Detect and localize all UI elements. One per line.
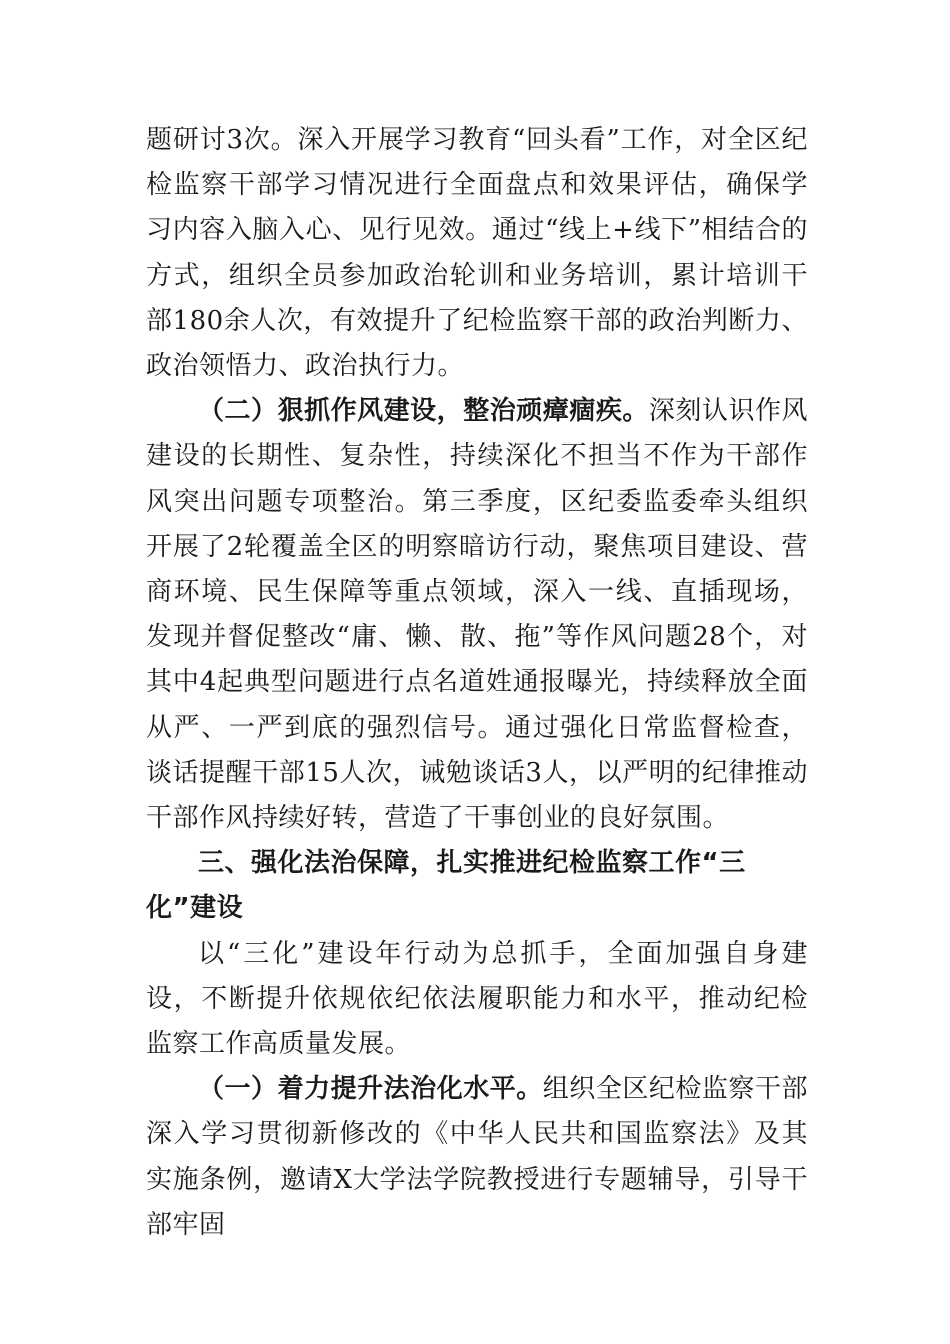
paragraph-rule-of-law [146, 1067, 808, 1248]
document-page [146, 118, 808, 1248]
paragraph-study-summary: 题研讨3次。深入开展学习教育“回头看”工作，对全区纪检监察干部学习情况进行全面盘点和效果评估，确保学习内容入脑入心、见行见效。通过“线上+线下”相结合的方式，组织全员参加政治轮训和业务培训，累计培训干部180余人次，有效提升了纪检监察干部的政治判断力、政治领悟力、政治执行力。 [146, 125, 808, 382]
paragraph-rule-of-law-body: 组织全区纪检监察干部深入学习贯彻新修改的《中华人民共和国监察法》及其实施条例，邀请X大学法学院教授进行专题辅导，引导干部牢固 [146, 1074, 808, 1240]
paragraph-work-style-body: 深刻认识作风建设的长期性、复杂性，持续深化不担当不作为干部作风突出问题专项整治。第三季度，区纪委监委牵头组织开展了2轮覆盖全区的明察暗访行动，聚焦项目建设、营商环境、民生保障等重点领域，深入一线、直插现场，发现并督促整改“庸、懒、散、拖”等作风问题28个，对其中4起典型问题进行点名道姓通报曝光，持续释放全面从严、一严到底的强烈信号。通过强化日常监督检查，谈话提醒干部15人次，诫勉谈话3人，以严明的纪律推动干部作风持续好转，营造了干事创业的良好氛围。 [146, 396, 808, 834]
paragraph-work-style-lead: （二）狠抓作风建设，整治顽瘴痼疾。 [198, 396, 649, 427]
section-heading-three: 三、强化法治保障，扎实推进纪检监察工作“三化”建设 [146, 848, 746, 924]
paragraph-three-modernization: 以“三化”建设年行动为总抓手，全面加强自身建设，不断提升依规依纪依法履职能力和水平，推动纪检监察工作高质量发展。 [146, 938, 808, 1060]
paragraph-rule-of-law-lead: （一）着力提升法治化水平。 [198, 1074, 543, 1105]
paragraph-work-style [146, 389, 808, 841]
